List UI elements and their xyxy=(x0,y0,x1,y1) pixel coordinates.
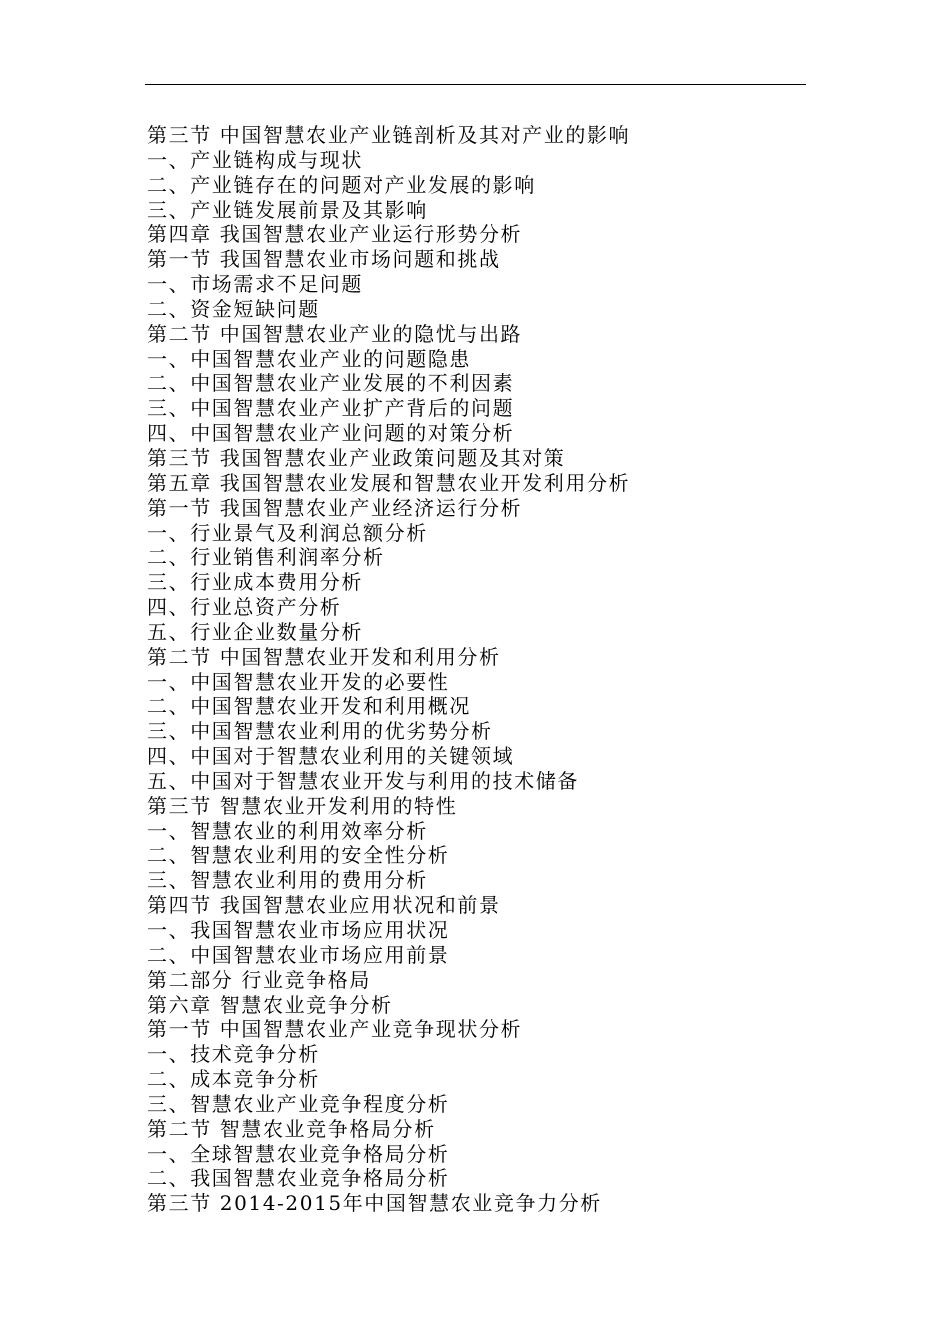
toc-line: 一、产业链构成与现状 xyxy=(147,147,363,172)
toc-line: 二、成本竞争分析 xyxy=(147,1067,320,1092)
toc-line: 第一节 我国智慧农业市场问题和挑战 xyxy=(147,247,501,272)
toc-line: 第一节 我国智慧农业产业经济运行分析 xyxy=(147,495,523,520)
toc-line: 三、中国智慧农业产业扩产背后的问题 xyxy=(147,396,515,421)
toc-line: 第一节 中国智慧农业产业竞争现状分析 xyxy=(147,1017,523,1042)
toc-line: 第二节 智慧农业竞争格局分析 xyxy=(147,1116,436,1141)
toc-line: 二、智慧农业利用的安全性分析 xyxy=(147,843,450,868)
toc-line: 四、行业总资产分析 xyxy=(147,595,342,620)
toc-line: 第三节 2014-2015年中国智慧农业竞争力分析 xyxy=(147,1191,602,1216)
toc-line: 二、中国智慧农业开发和利用概况 xyxy=(147,694,471,719)
toc-line: 四、中国对于智慧农业利用的关键领域 xyxy=(147,744,515,769)
toc-line: 一、我国智慧农业市场应用状况 xyxy=(147,918,450,942)
toc-line: 一、全球智慧农业竞争格局分析 xyxy=(147,1141,450,1166)
toc-line: 一、智慧农业的利用效率分析 xyxy=(147,818,428,843)
toc-line: 二、中国智慧农业市场应用前景 xyxy=(147,942,450,967)
toc-line: 一、行业景气及利润总额分析 xyxy=(147,520,428,545)
toc-line: 第二节 中国智慧农业开发和利用分析 xyxy=(147,644,501,669)
toc-line: 二、行业销售利润率分析 xyxy=(147,545,385,570)
toc-line: 二、资金短缺问题 xyxy=(147,296,320,321)
toc-line: 五、行业企业数量分析 xyxy=(147,619,363,644)
toc-line: 第六章 智慧农业竞争分析 xyxy=(147,992,393,1017)
toc-line: 第三节 中国智慧农业产业链剖析及其对产业的影响 xyxy=(147,123,631,147)
toc-line: 第三节 我国智慧农业产业政策问题及其对策 xyxy=(147,445,566,470)
toc-line: 第四章 我国智慧农业产业运行形势分析 xyxy=(147,222,523,247)
toc-line: 第二部分 行业竞争格局 xyxy=(147,967,371,992)
toc-line: 三、中国智慧农业利用的优劣势分析 xyxy=(147,719,493,744)
toc-line: 一、技术竞争分析 xyxy=(147,1042,320,1067)
table-of-contents xyxy=(147,123,630,1216)
toc-line: 二、中国智慧农业产业发展的不利因素 xyxy=(147,371,515,396)
toc-line: 三、产业链发展前景及其影响 xyxy=(147,197,428,222)
toc-line: 二、我国智慧农业竞争格局分析 xyxy=(147,1166,450,1191)
toc-line: 五、中国对于智慧农业开发与利用的技术储备 xyxy=(147,768,579,793)
toc-line: 三、智慧农业利用的费用分析 xyxy=(147,868,428,893)
toc-line: 二、产业链存在的问题对产业发展的影响 xyxy=(147,172,536,197)
header-rule xyxy=(145,84,806,85)
toc-line: 第五章 我国智慧农业发展和智慧农业开发利用分析 xyxy=(147,470,631,495)
toc-line: 第三节 智慧农业开发利用的特性 xyxy=(147,793,458,818)
toc-line: 三、智慧农业产业竞争程度分析 xyxy=(147,1091,450,1116)
toc-line: 一、市场需求不足问题 xyxy=(147,272,363,297)
toc-line: 第四节 我国智慧农业应用状况和前景 xyxy=(147,893,501,918)
toc-line: 一、中国智慧农业产业的问题隐患 xyxy=(147,346,471,371)
toc-line: 一、中国智慧农业开发的必要性 xyxy=(147,669,450,694)
toc-line: 第二节 中国智慧农业产业的隐忧与出路 xyxy=(147,321,523,346)
toc-line: 三、行业成本费用分析 xyxy=(147,570,363,595)
toc-line: 四、中国智慧农业产业问题的对策分析 xyxy=(147,421,515,446)
